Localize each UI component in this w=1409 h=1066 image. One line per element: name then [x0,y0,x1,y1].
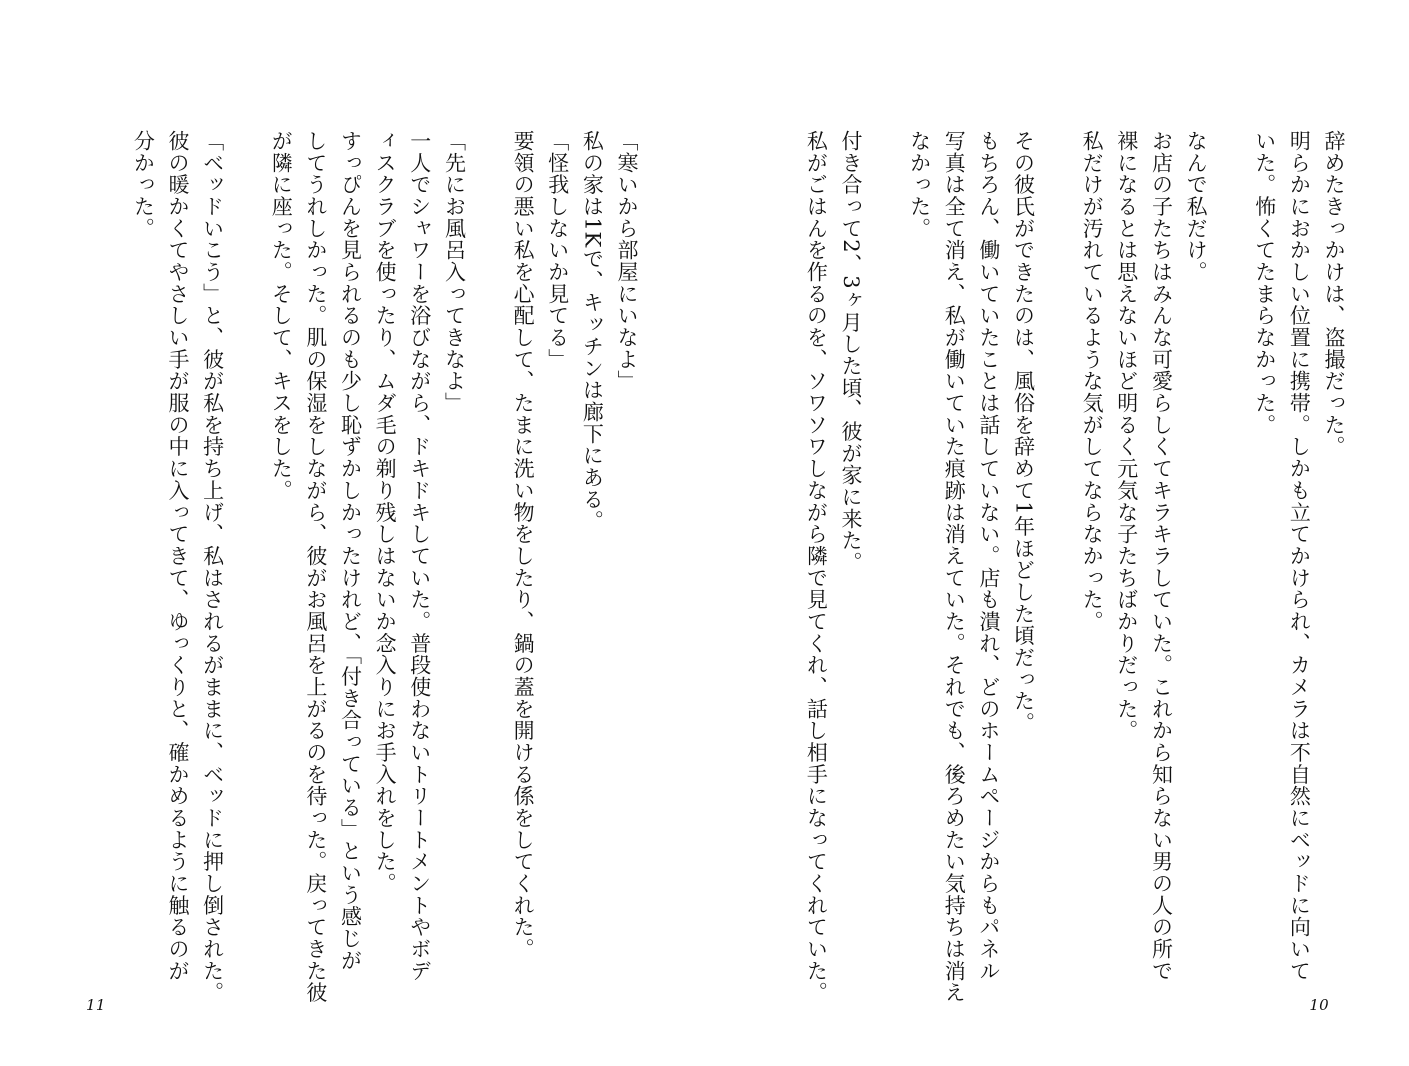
paragraph-gap [230,130,264,950]
text-line: が隣に座った。そして、キスをした。 [269,130,294,502]
text-line: してうれしかった。肌の保湿をしながら、彼がお風呂を上がるのを待った。戻ってきた彼 [303,130,328,1004]
paragraph [1247,130,1282,950]
paragraph [195,130,230,1004]
paragraph [126,130,161,950]
page-number: 11 [86,996,106,1014]
text-line: 私だけが汚れているような気がしてならなかった。 [1080,130,1105,633]
text-line: 写真は全て消え、私が働いていた痕跡は消えていた。それでも、後ろめたい気持ちは消え [942,130,967,1004]
paragraph [902,130,937,950]
text-line: いた。怖くてたまらなかった。 [1252,130,1277,436]
paragraph [609,130,644,950]
text-line: 私の家は1Kで、キッチンは廊下にある。 [580,130,605,533]
text-line: 付き合って2、3ヶ月した頃、彼が家に来た。 [838,130,863,574]
paragraph [505,130,540,960]
text-line: 「怪我しないか見てる」 [545,130,570,371]
text-line: 分かった。 [131,130,156,240]
paragraph [1316,130,1351,950]
text-line: 「先にお風呂入ってきなよ」 [442,130,467,414]
text-line: ィスクラブを使ったり、ムダ毛の剃り残しはないか念入りにお手入れをした。 [373,130,398,895]
paragraph-gap [1041,130,1075,950]
paragraph [1075,130,1110,950]
text-line: 辞めたきっかけは、盗撮だった。 [1322,130,1346,458]
paragraph [937,130,972,1004]
paragraph [264,130,299,950]
text-line: 要領の悪い私を心配して、たまに洗い物をしたり、鍋の蓋を開ける係をしてくれた。 [511,130,536,960]
text-line: なかった。 [907,130,932,240]
paragraph [402,130,437,982]
paragraph [575,130,610,950]
paragraph [971,130,1006,982]
page-number: 10 [1309,996,1329,1014]
page-right-text [791,130,1351,1004]
text-line: 彼の暖かくてやさしい手が服の中に入ってきて、ゆっくりと、確かめるように触るのが [165,130,190,982]
page-left-text [64,130,644,1004]
paragraph [1109,130,1144,950]
text-line: お店の子たちはみんな可愛らしくてキラキラしていた。これから知らない男の人の所で [1149,130,1174,982]
paragraph [298,130,333,1004]
text-line: 明らかにおかしい位置に携帯。しかも立てかけられ、カメラは不自然にベッドに向いて [1287,130,1312,982]
paragraph [1282,130,1317,982]
text-line: 「ベッドいこう」と、彼が私を持ち上げ、私はされるがままに、ベッドに押し倒された。 [200,130,225,1004]
paragraph [160,130,195,982]
paragraph [799,130,834,1004]
page-right [705,0,1409,1066]
paragraph-gap [1213,130,1247,950]
paragraph [1006,130,1041,950]
text-line: 「寒いから部屋にいなよ」 [615,130,639,393]
paragraph-gap [868,130,902,950]
paragraph [368,130,403,950]
text-line: もちろん、働いていたことは話していない。店も潰れ、どのホームページからもパネル [976,130,1001,982]
paragraph-gap [471,130,505,950]
paragraph [1144,130,1179,982]
paragraph [833,130,868,950]
text-line: その彼氏ができたのは、風俗を辞めて1年ほどした頃だった。 [1011,130,1036,734]
text-line: すっぴんを見られるのも少し恥ずかしかったけれど、「付き合っている」という感じが [338,130,363,972]
paragraph [1178,130,1213,950]
text-line: 一人でシャワーを浴びながら、ドキドキしていた。普段使わないトリートメントやボデ [407,130,432,982]
text-line: なんで私だけ。 [1184,130,1209,283]
page-left [0,0,704,1066]
paragraph [540,130,575,950]
text-line: 私がごはんを作るのを、ソワソワしながら隣で見てくれ、話し相手になってくれていた。 [804,130,829,1004]
paragraph [437,130,472,950]
text-line: 裸になるとは思えないほど明るく元気な子たちばかりだった。 [1114,130,1139,742]
paragraph [333,130,368,972]
